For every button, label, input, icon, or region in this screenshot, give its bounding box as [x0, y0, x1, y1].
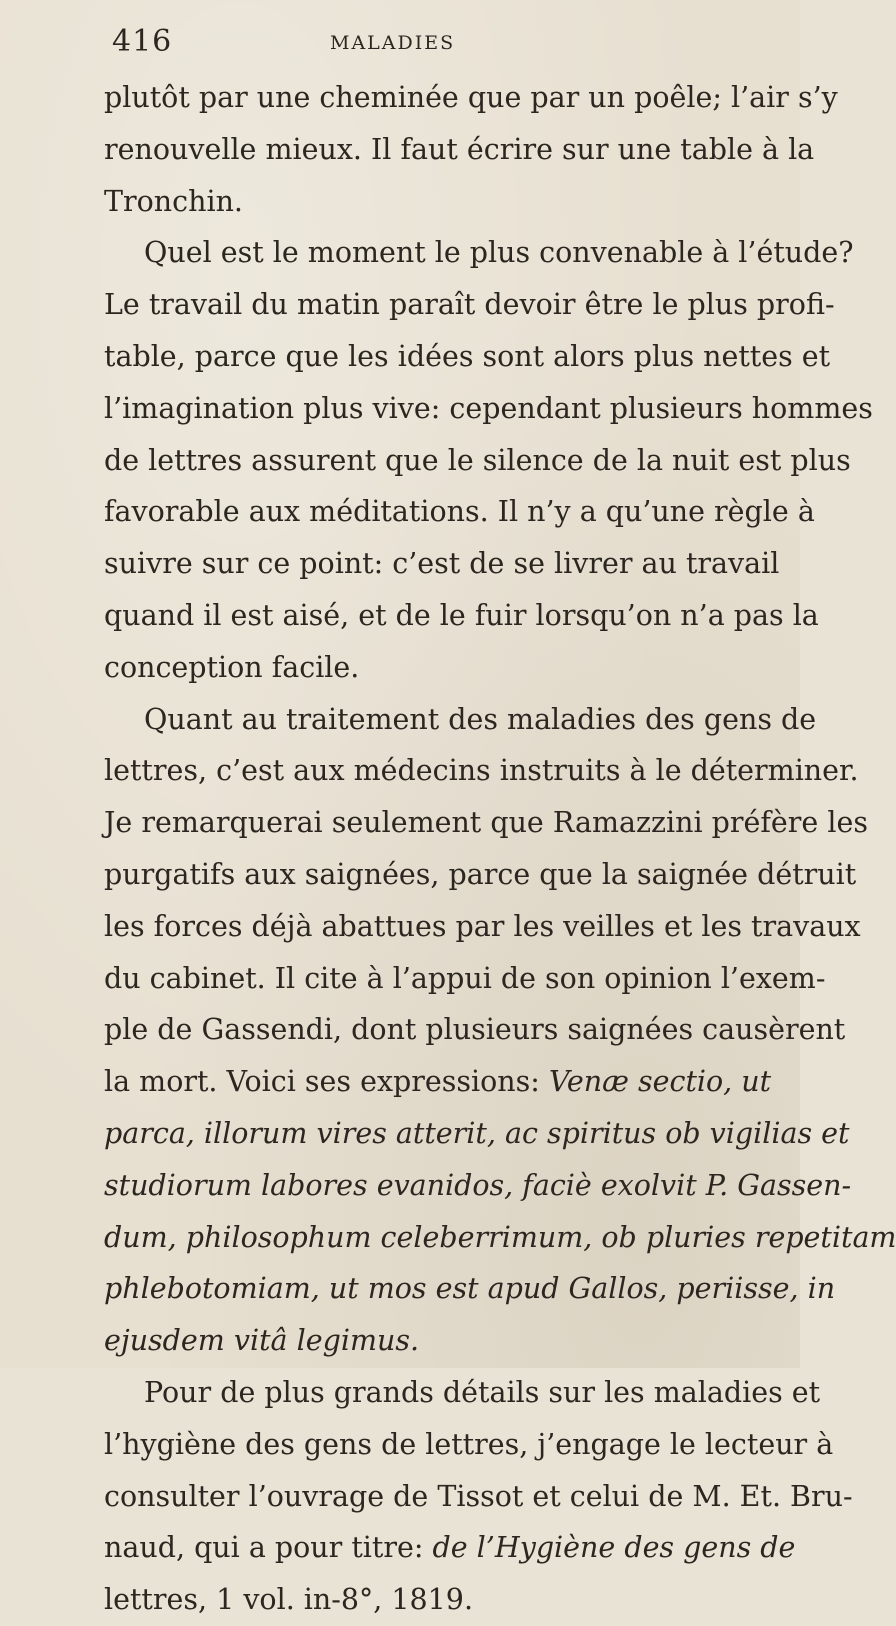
text-line	[104, 1056, 772, 1108]
text-line: Le travail du matin paraît devoir être le plus profi-	[104, 288, 835, 322]
text-line: lettres, c’est aux médecins instruits à le déterminer.	[104, 754, 859, 788]
text-line-latin	[104, 1108, 850, 1160]
text-line: l’hygiène des gens de lettres, j’engage le lecteur à	[104, 1427, 834, 1461]
text-line: l’imagination plus vive: cependant plusieurs hommes	[104, 391, 873, 425]
text-line: purgatifs aux saignées, parce que la saignée détruit	[104, 857, 857, 891]
text-line: renouvelle mieux. Il faut écrire sur une table à la	[104, 132, 815, 166]
book-title: de l’Hygiène des gens de	[432, 1531, 796, 1565]
text-line: table, parce que les idées sont alors plus nettes et	[104, 339, 831, 373]
latin-quote: dum, philosophum celeberrimum, ob pluries repetitam	[104, 1220, 896, 1254]
text-line: plutôt par une cheminée que par un poêle; l’air s’y	[104, 81, 838, 114]
page-header	[104, 18, 754, 58]
text-line: Tronchin.	[104, 184, 243, 218]
text-line: Pour de plus grands détails sur les maladies et	[144, 1375, 821, 1409]
latin-quote: phlebotomiam, ut mos est apud Gallos, periisse, in	[104, 1272, 836, 1306]
latin-quote: studiorum labores evanidos, faciè exolvit P. Gassen-	[104, 1168, 852, 1202]
text-line-latin	[104, 1315, 752, 1367]
text-line	[104, 1522, 796, 1574]
page-number: 416	[112, 24, 173, 59]
text-line: ple de Gassendi, dont plusieurs saignées causèrent	[104, 1013, 846, 1047]
text-line: consulter l’ouvrage de Tissot et celui de M. Et. Bru-	[104, 1479, 853, 1513]
text-line: suivre sur ce point: c’est de se livrer au travail	[104, 547, 780, 581]
text-segment: la mort. Voici ses expressions:	[104, 1065, 540, 1099]
text-line-latin	[104, 1212, 896, 1264]
text-line: Quant au traitement des maladies des gens de	[144, 702, 817, 736]
text-line: les forces déjà abattues par les veilles et les travaux	[104, 909, 861, 943]
latin-quote: ejusdem vitâ legimus.	[104, 1324, 420, 1358]
text-line: conception facile.	[104, 650, 360, 684]
text-line: lettres, 1 vol. in-8°, 1819.	[104, 1583, 473, 1617]
latin-quote: Venæ sectio, ut	[548, 1065, 772, 1099]
text-line: Je remarquerai seulement que Ramazzini préfère les	[104, 806, 868, 840]
text-segment: naud, qui a pour titre:	[104, 1531, 424, 1565]
text-line: de lettres assurent que le silence de la nuit est plus	[104, 443, 851, 477]
latin-quote: parca, illorum vires atterit, ac spiritus ob vigilias et	[104, 1116, 850, 1150]
text-line-latin	[104, 1263, 836, 1315]
text-line: favorable aux méditations. Il n’y a qu’une règle à	[104, 495, 815, 529]
running-head: MALADIES	[330, 32, 456, 54]
text-line: Quel est le moment le plus convenable à l’étude?	[144, 236, 854, 270]
text-line: quand il est aisé, et de le fuir lorsqu’on n’a pas la	[104, 598, 819, 632]
text-line-latin	[104, 1160, 852, 1212]
text-line: du cabinet. Il cite à l’appui de son opinion l’exem-	[104, 961, 826, 995]
body-text	[104, 72, 896, 1626]
